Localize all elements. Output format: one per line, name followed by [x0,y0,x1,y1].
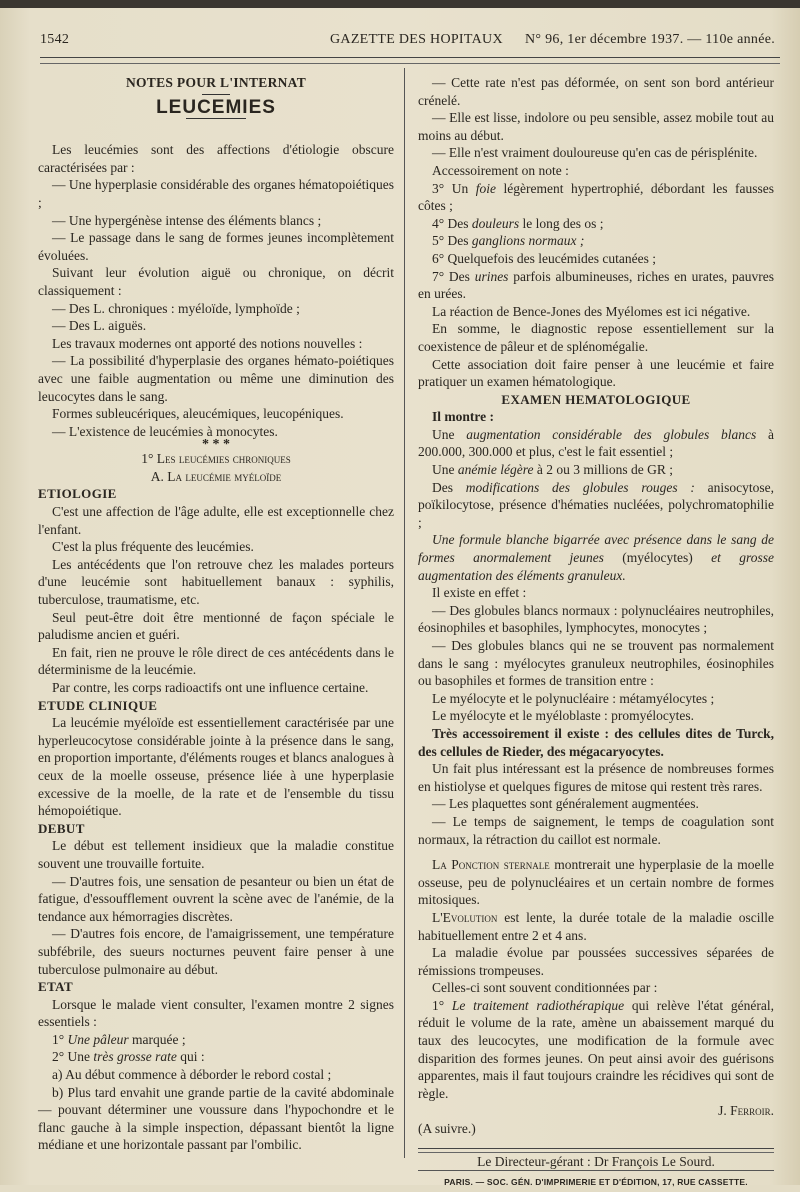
intro-paragraph: Les leucémies sont des affections d'étiologie obscure caractérisées par : [38,142,394,175]
issue-info: N° 96, 1er décembre 1937. — 110e année. [525,32,776,47]
text-run: Une [432,426,467,442]
debut-paragraph: — D'autres fois encore, de l'amaigrissement, une température subfébrile, des sueurs nocturnes peuvent faire penser à une tuberculose pulmonaire au début. [38,926,394,977]
director-line: Le Directeur-gérant : Dr François Le Sourd. [477,1153,715,1169]
note-4 [418,215,774,233]
text-run: parfois albumineuses, riches en urates, pauvres en urées. [418,268,774,302]
rate-paragraph: — Elle n'est vraiment douloureuse qu'en cas de périsplénite. [432,145,758,161]
intro-paragraph: — Des L. chroniques : myéloïde, lymphoïde ; [52,300,300,316]
existe-paragraph: Le myélocyte et le polynucléaire : métamyélocytes ; [432,690,715,706]
examen-heading: EXAMEN HEMATOLOGIQUE [501,391,691,407]
scan-top-edge [0,0,800,8]
debut-heading: DEBUT [38,820,85,836]
intro-paragraph: — Une hypergénèse intense des éléments blancs ; [52,212,322,228]
intro-paragraph: — La possibilité d'hyperplasie des organes hémato-poiétiques avec une faible augmentation ou même une diminution des leucocytes dans le sang. [38,353,394,404]
existe-paragraph: Le myélocyte et le myéloblaste : promyélocytes. [432,708,695,724]
right-column [418,74,774,1192]
author-signature [418,1102,774,1120]
emphasis: urines [474,268,509,284]
subpart-heading: A. La leucémie myéloïde [150,468,282,484]
text-run: anisocytose, poïkilocytose, présence d'hématies nucléées, polychromatophilie ; [418,479,774,530]
etat-intro: Lorsque le malade vient consulter, l'examen montre 2 signes essentiels : [38,996,394,1030]
text-run: qui relève l'état général, réduit le volume de la rate, amène un abaissement marqué du taux des leucocytes, une modification de la formule avec disparition des formes jeunes. On peut ainsi avoir des guérisons apparentes, mais il faut toujours craindre les récidives qui sont de règle. [418,997,775,1101]
text-run: 7° Des [432,268,475,284]
part-heading: 1° Les leucémies chroniques [141,451,291,467]
note-6: 6° Quelquefois des leucémides cutanées ; [432,250,656,266]
author-name: J. Ferroir. [718,1103,774,1119]
montre-line: Il montre : [432,409,494,425]
intro-paragraph: Formes subleucériques, aleucémiques, leucopéniques. [52,406,344,422]
text-run: Une [432,462,458,478]
text-run: (myélocytes) [603,550,712,566]
etat-sign-b: b) Plus tard envahit une grande partie de la cavité abdominale — pouvant déterminer une voussure dans l'hypochondre et le flanc gauche à la simple inspection, dépassant bientôt la ligne médiane et une horizontale passant par l'ombilic. [38,1084,394,1153]
rate-end-paragraph: La réaction de Bence-Jones des Myélomes est ici négative. [432,303,751,319]
emphasis: anémie légère [457,462,534,478]
header-rule [40,57,780,58]
text-run: à 200.000, 300.000 et plus, c'est le fait essentiel ; [418,426,774,460]
rate-paragraph: — Cette rate n'est pas déformée, on sent son bord antérieur crénelé. [418,75,774,108]
emphasis: augmentation considérable des globules blancs [466,426,757,442]
etiologie-heading: ETIOLOGIE [38,486,117,502]
note-3 [418,180,774,215]
debut-paragraph: — D'autres fois, une sensation de pesanteur ou bien un état de fatigue, d'essoufflement ouvrent la scène avec de l'anémie, de la tendance aux hémorragies discrètes. [38,873,394,924]
text-run: légèrement hypertrophié, débordant les fausses côtes ; [418,180,774,214]
etiologie-paragraph: En fait, rien ne prouve le rôle direct de ces antécédents dans le déterminisme de la leucémie. [38,644,394,678]
text-run: 1° [432,997,452,1013]
text-run: La Ponction sternale [432,857,550,873]
text-run: 1° [52,1031,68,1047]
ponction-paragraph [418,856,774,909]
etat-sign-1 [38,1031,394,1049]
section-stars: * * * [202,437,230,453]
printer-line: PARIS. — SOC. GÉN. D'IMPRIMERIE ET D'ÉDITION, 17, RUE CASSETTE. [418,1170,774,1192]
emphasis: ganglions normaux ; [471,233,585,249]
emphasis: foie [475,180,496,196]
text-run: 2° Une [52,1049,94,1065]
etiologie-paragraph: C'est une affection de l'âge adulte, elle est exceptionnelle chez l'enfant. [38,504,394,537]
etiologie-paragraph: C'est la plus fréquente des leucémies. [52,539,254,555]
intro-paragraph: — L'existence de leucémies à monocytes. [52,423,278,439]
existe-paragraph: — Des globules blancs normaux : polynucléaires neutrophiles, éosinophiles et basophiles, lymphocytes, monocytes ; [418,602,774,636]
evolution-paragraph [418,909,774,944]
text-run: Des [432,479,466,495]
rieder-paragraph: Très accessoirement il existe : des cellules dites de Turck, des cellules de Rieder, des mégacaryocytes. [418,725,774,759]
clinique-paragraph: La leucémie myéloïde est essentiellement caractérisée par une hyperleucocytose considérable jointe à la présence dans le sang, en proportion importante, d'éléments rouges et blancs analogues à ceux de la moelle osseuse, présence liée à une hyperplasie excessive de la moelle, de la rate et de l'ensemble du tissu hémopoiétique. [38,715,394,819]
page-header [40,32,780,52]
etiologie-paragraph: Par contre, les corps radioactifs ont une influence certaine. [52,680,369,695]
text-run: 4° Des [432,215,472,231]
text-run: le long des os ; [519,215,604,231]
conditionnees-paragraph: Celles-ci sont souvent conditionnées par : [432,980,658,996]
etiologie-paragraph: Seul peut-être doit être mentionné de façon spéciale le paludisme ancien et guéri. [38,609,394,643]
text-run: marquée ; [128,1031,186,1047]
text-run: 5° Des [432,233,472,249]
rate-end-paragraph: En somme, le diagnostic repose essentiellement sur la coexistence de pâleur et de splénomégalie. [418,321,774,354]
intro-paragraph: — Le passage dans le sang de formes jeunes incomplètement évoluées. [38,230,394,263]
clinique-heading: ETUDE CLINIQUE [38,697,158,713]
emphasis: très grosse rate [93,1049,177,1065]
header-rule-thin [40,63,780,64]
section-heading: NOTES POUR L'INTERNAT [125,75,307,90]
text-run: L'Evolution [432,909,498,925]
journal-title: GAZETTE DES HOPITAUX [330,32,503,47]
rate-paragraph: — Elle est lisse, indolore ou peu sensible, assez mobile tout au moins au début. [418,110,774,143]
emphasis: et grosse augmentation des éléments granuleux. [418,550,774,583]
article-title: LEUCEMIES [156,96,276,118]
exam-item-1 [418,426,774,461]
rate-paragraph: Accessoirement on note : [432,162,569,178]
emphasis: Une pâleur [67,1031,129,1047]
text-run: est lente, la durée totale de la maladie oscille habituellement entre 2 et 4 ans. [418,909,774,943]
exam-item-3 [418,479,774,532]
mitose-paragraph: Un fait plus intéressant est la présence de nombreuses formes en histiolyse et quelques figures de mitose qui restent très rares. [418,761,774,794]
etat-sign-a: a) Au début commence à déborder le rebord costal ; [52,1067,332,1083]
text-run: montrerait une hyperplasie de la moelle osseuse, peu de polynucléaires et un certain nombre de formes mitosiques. [418,857,775,908]
page-number: 1542 [40,32,70,47]
intro-paragraph: Les travaux modernes ont apporté des notions nouvelles : [52,335,363,351]
existe-paragraph: — Des globules blancs qui ne se trouvent pas normalement dans le sang : myélocytes granuleux neutrophiles, éosinophiles ou basophiles et formes de transition entre : [418,638,774,689]
debut-paragraph: Le début est tellement insidieux que la maladie constitue souvent une trouvaille fortuite. [38,838,394,871]
intro-paragraph: Suivant leur évolution aiguë ou chronique, on décrit classiquement : [38,265,394,298]
left-column [38,74,394,1154]
title-rule [186,118,246,119]
emphasis: douleurs [471,215,520,231]
column-separator [404,68,405,1158]
exam-item-2 [418,461,774,479]
emphasis: Le traitement radiothérapique [451,997,625,1013]
existe-paragraph: Il existe en effet : [432,585,527,601]
text-run: 3° Un [432,180,476,196]
note-7 [418,268,774,303]
emphasis: modifications des globules rouges : [465,479,695,495]
etiologie-paragraph: Les antécédents que l'on retrouve chez les malades porteurs d'une leucémie sont habituellement banaux : syphilis, tuberculose, traumatisme, etc. [38,556,394,608]
footer-rule [418,1148,774,1149]
to-be-continued: (A suivre.) [418,1121,476,1137]
intro-paragraph: — Une hyperplasie considérable des organes hématopoiétiques ; [38,177,394,210]
intro-paragraph: — Des L. aiguës. [52,318,147,334]
text-run: à 2 ou 3 millions de GR ; [533,462,673,478]
exam-item-4 [418,531,774,584]
mitose-paragraph: — Les plaquettes sont généralement augmentées. [432,796,699,812]
evolue-paragraph: La maladie évolue par poussées successives séparées de rémissions trompeuses. [418,945,774,978]
heading-rule [202,94,230,95]
etat-sign-2 [38,1048,394,1066]
treatment-paragraph [418,997,774,1103]
etat-heading: ETAT [38,979,74,995]
text-run: qui : [176,1049,205,1065]
rate-end-paragraph: Cette association doit faire penser à une leucémie et faire pratiquer un examen hématologique. [418,356,774,390]
mitose-paragraph: — Le temps de saignement, le temps de coagulation sont normaux, la rétraction du caillot est normale. [418,813,774,847]
note-5 [418,232,774,250]
emphasis: Une formule blanche bigarrée avec présence dans le sang de formes anormalement jeunes [418,532,774,566]
